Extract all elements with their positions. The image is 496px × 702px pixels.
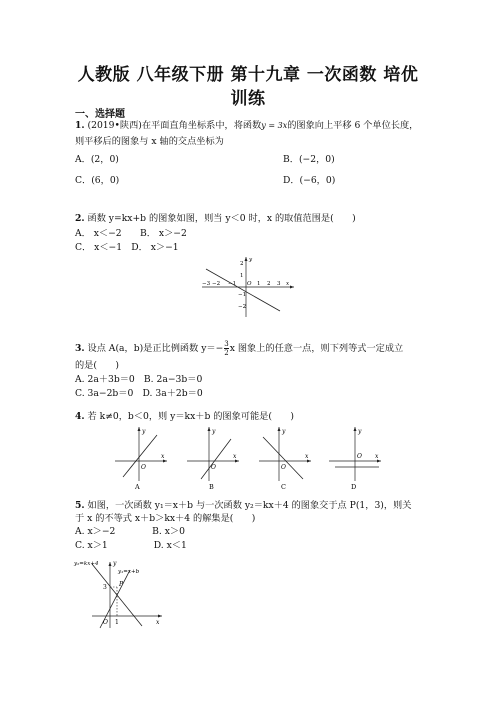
q1-stem-part-b: 的图象向上平移 6 个单位长度， xyxy=(287,120,419,131)
q1-option-b: B．(−2，0) xyxy=(283,154,335,165)
q4-graph-b-origin: O xyxy=(211,464,216,471)
q4-graph-c-line xyxy=(263,437,303,479)
q4-graph-a-label: A xyxy=(135,483,140,491)
q4-graph-b xyxy=(187,427,239,491)
q5-graph xyxy=(72,556,164,630)
q5-x-tick: 1 xyxy=(115,619,119,626)
q2-y-label: y xyxy=(249,257,253,263)
q2-x-tick: 1 xyxy=(257,281,261,287)
q2-stem-text: 函数 y=kx+b 的图象如图，则当 y＜0 时，x 的取值范围是( ) xyxy=(87,213,356,224)
q3-stem-part-a: 设点 A(a，b)是正比例函数 y＝− xyxy=(87,343,224,354)
q4-graph-d-x-label: x xyxy=(375,453,379,460)
q2-x-tick: −1 xyxy=(228,281,237,287)
q2-x-tick: 2 xyxy=(267,281,271,287)
q4-graph-c-y-label: y xyxy=(282,428,286,435)
q2-x-arrow xyxy=(290,286,294,289)
q4-graph-a xyxy=(115,427,167,491)
q5-y-tick: 3 xyxy=(103,584,107,591)
q2-x-tick: 3 xyxy=(277,281,281,287)
q2-stem xyxy=(75,213,356,225)
q4-graph-d xyxy=(329,427,381,491)
q3-stem-line2: 的是( ) xyxy=(75,360,119,371)
q2-options-row2: C． x＜−1 D． x＞−1 xyxy=(75,242,179,253)
q2-origin-label: O xyxy=(247,281,252,287)
q4-graph-a-y-label: y xyxy=(142,428,146,435)
q1-formula: y = 3x xyxy=(261,121,288,130)
q4-stem-text: 若 k≠0，b＜0，则 y＝kx＋b 的图象可能是( ) xyxy=(87,411,294,422)
q4-graph-b-y-label: y xyxy=(212,428,216,435)
q1-stem-part-a: (2019•陕西)在平面直角坐标系中，将函数 xyxy=(87,120,262,131)
q4-graph-c-label: C xyxy=(281,483,286,491)
q5-options-row1: A. x＞−2 B. x＞0 xyxy=(75,526,185,537)
q4-stem xyxy=(75,411,294,423)
q5-stem-line1 xyxy=(75,500,411,512)
q1-stem-line2: 则平移后的图象与 x 轴的交点坐标为 xyxy=(75,136,224,147)
q3-fraction-numerator: 3 xyxy=(224,340,229,348)
q5-options-row2: C. x＞1 D. x＜1 xyxy=(75,540,187,551)
q2-x-tick: −3 xyxy=(202,281,211,287)
q4-option-graphs xyxy=(113,425,388,491)
q3-options-row1: A. 2a＋3b＝0 B. 2a−3b＝0 xyxy=(75,374,203,385)
q4-graph-c xyxy=(259,427,311,491)
q5-origin-label: O xyxy=(103,619,108,626)
q3-stem-part-b: x 图象上的任意一点，则下列等式一定成立 xyxy=(229,343,404,354)
q3-fraction-denominator: 2 xyxy=(224,349,229,357)
q5-label-y1: y₁=x+b xyxy=(118,569,140,575)
q2-number: 2. xyxy=(75,213,85,224)
q4-graph-a-origin: O xyxy=(141,464,146,471)
q5-x-label: x xyxy=(156,619,160,626)
page-title: 人教版 八年级下册 第十九章 一次函数 培优 xyxy=(77,65,419,85)
q2-x-label: x xyxy=(286,281,290,287)
q3-number: 3. xyxy=(75,343,85,354)
q4-graph-c-x-label: x xyxy=(305,453,309,460)
q4-number: 4. xyxy=(75,411,85,422)
q4-graph-a-x-label: x xyxy=(161,453,165,460)
q1-option-a: A．(2，0) xyxy=(75,154,119,165)
q3-fraction xyxy=(224,340,228,357)
page-title-continued: 训练 xyxy=(230,89,266,109)
q5-stem-text: 如图，一次函数 y₁＝x＋b 与一次函数 y₂＝kx＋4 的图象交于点 P(1，3)，则关 xyxy=(87,500,412,511)
q4-graph-b-x-label: x xyxy=(233,453,237,460)
q4-graph-d-origin: O xyxy=(357,453,362,460)
q4-graph-d-y-label: y xyxy=(358,428,362,435)
q2-y-tick: −2 xyxy=(238,304,247,310)
q5-point-label: P xyxy=(119,581,124,588)
q2-y-tick: −1 xyxy=(238,292,247,298)
q2-y-tick: 2 xyxy=(240,261,244,267)
q3-stem-line1 xyxy=(75,340,403,357)
q5-number: 5. xyxy=(75,500,85,511)
q2-options-row1: A． x＜−2 B． x＞−2 xyxy=(75,228,187,239)
q1-number: 1. xyxy=(75,120,85,131)
q4-graph-c-origin: O xyxy=(281,464,286,471)
q1-option-d: D．(−6，0) xyxy=(283,175,336,186)
q5-x-arrow xyxy=(158,615,162,618)
q5-y-label: y xyxy=(113,560,117,567)
q2-y-tick: 1 xyxy=(240,273,244,279)
q2-graph xyxy=(200,255,296,317)
q1-stem-line1 xyxy=(75,120,418,132)
q4-graph-b-label: B xyxy=(209,483,214,491)
q5-label-y2: y₂=kx+4 xyxy=(74,561,99,567)
q3-options-row2: C. 3a−2b＝0 D. 3a＋2b＝0 xyxy=(75,388,203,399)
q2-x-tick: −2 xyxy=(212,281,221,287)
q1-option-c: C．(6，0) xyxy=(75,175,120,186)
q4-graph-a-line xyxy=(123,435,157,477)
q5-stem-line2: 于 x 的不等式 x＋b＞kx＋4 的解集是( ) xyxy=(75,513,256,524)
q4-graph-b-line xyxy=(201,439,231,479)
q2-y-arrow xyxy=(245,257,248,261)
q5-y-arrow xyxy=(109,562,112,566)
q4-graph-d-label: D xyxy=(351,483,357,491)
section-heading: 一、选择题 xyxy=(75,109,125,120)
